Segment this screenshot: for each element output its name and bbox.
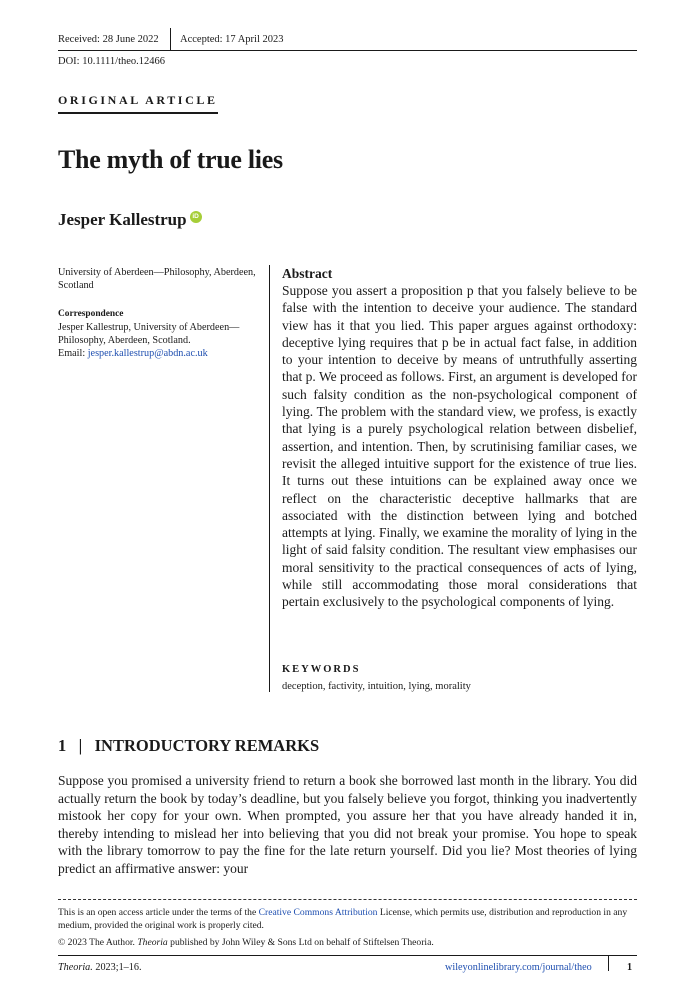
doi: DOI: 10.1111/theo.12466 (58, 56, 166, 67)
email-line (58, 347, 263, 360)
received-date: Received: 28 June 2022 (58, 34, 159, 45)
orcid-icon[interactable]: iD (190, 211, 202, 223)
affiliation: University of Aberdeen—Philosophy, Aberdeen, Scotland (58, 267, 256, 291)
author-name: Jesper Kallestrup (58, 210, 187, 229)
author-line (58, 210, 202, 230)
abstract-text: Suppose you assert a proposition p that you falsely believe to be false with the intention to deceive your audience. The standard view has it that you lied. This paper argues against orthodoxy: deceptive lying requires that p be in actual fact false, in addition to your intention to deceive by means of untruthfully asserting that p. We proceed as follows. First, an argument is developed for such falsity condition as the non-psychological component of lying. The problem with the standard view, we profess, is exactly that lying is a purely psychological relation between disbelief, assertion, and intention. Then, by scrutinising familiar cases, we revisit the alleged intuitive support for the existence of true lies. It turns out these intuitions can be explained away once we reflect on the characteristic deceptive hallmarks that are associated with the distinction between lying and botched attempts at lying. Finally, we examine the morality of lying in the light of said falsity condition. The resultant view emphasises our moral sensitivity to the practical consequences of acts of lying, while still accommodating those moral considerations that pertain exclusively to the psychological components of lying. (282, 283, 637, 610)
header-divider (170, 28, 171, 50)
footer-rule (58, 955, 637, 956)
page-number: 1 (627, 962, 633, 973)
correspondence-label: Correspondence (58, 309, 124, 319)
section-number: 1 (58, 736, 67, 755)
license-text-after: License, which permits use, distribution and reproduction in any medium, provided the original work is properly cited. (58, 907, 628, 931)
section-body-text: Suppose you promised a university friend to return a book she borrowed last month in the library. You did actually return the book by today’s deadline, but you falsely believe you forgot, thinking you inadvertently mistook her copy for your own. When prompted, you assure her that you have already handed it in, thereby intending to mislead her into believing that you did not break your promise. You hope to speak with the library tomorrow to pay the fine for the late return yourself. Did you lie? Most theories of lying predict an affirmative answer: your (58, 773, 637, 876)
email-link[interactable]: jesper.kallestrup@abdn.ac.uk (87, 348, 208, 359)
section-separator: | (78, 736, 83, 755)
paper-title: The myth of true lies (58, 145, 283, 174)
abstract-divider-line (269, 265, 270, 692)
abstract-heading: Abstract (282, 266, 333, 281)
copyright-note (58, 937, 637, 948)
license-link[interactable]: Creative Commons Attribution (258, 907, 378, 918)
copyright-text-after: published by John Wiley & Sons Ltd on behalf of Stiftelsen Theoria. (170, 937, 434, 948)
copyright-text-before: © 2023 The Author. (58, 937, 135, 948)
copyright-journal: Theoria (137, 937, 168, 948)
journal-citation (58, 962, 142, 973)
keywords-heading: KEYWORDS (282, 664, 361, 675)
correspondence-text: Jesper Kallestrup, University of Aberdeen—Philosophy, Aberdeen, Scotland. (58, 322, 240, 346)
abstract (282, 265, 637, 611)
footnote-rule (58, 899, 637, 900)
article-type-label: ORIGINAL ARTICLE (58, 93, 218, 114)
email-label: Email: (58, 348, 86, 359)
journal-name: Theoria. (58, 962, 93, 973)
journal-volume-pages: 2023;1–16. (95, 962, 142, 973)
accepted-date: Accepted: 17 April 2023 (180, 34, 284, 45)
keywords-list: deception, factivity, intuition, lying, morality (282, 681, 471, 692)
section-title: INTRODUCTORY REMARKS (94, 736, 320, 755)
correspondence-block (58, 308, 263, 360)
license-note (58, 906, 637, 932)
publication-dates-bar (58, 28, 637, 51)
page-number-divider (608, 955, 609, 971)
section-heading (58, 736, 319, 756)
journal-url-link[interactable]: wileyonlinelibrary.com/journal/theo (445, 962, 592, 973)
license-text-before: This is an open access article under the terms of the (58, 907, 257, 918)
